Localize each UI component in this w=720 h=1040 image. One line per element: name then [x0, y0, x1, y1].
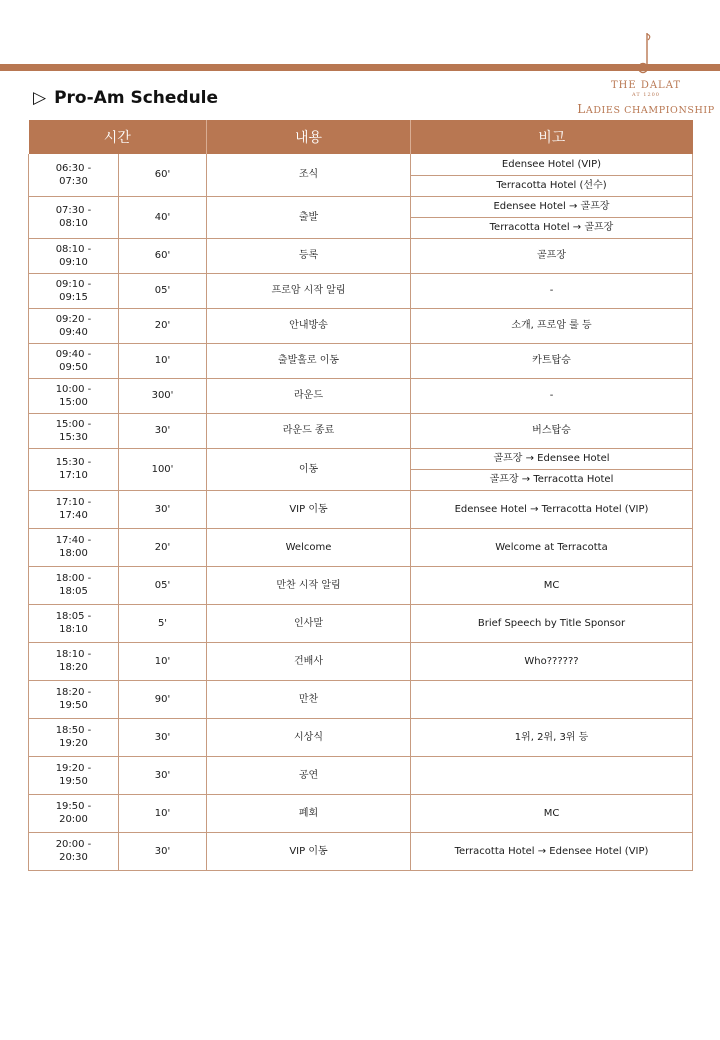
table-row [29, 794, 693, 832]
content-cell: 라운드 종료 [207, 413, 411, 448]
note-cell: Terracotta Hotel → Edensee Hotel (VIP) [411, 832, 693, 870]
duration-cell: 20' [119, 308, 207, 343]
time-range: 09:20 - 09:40 [55, 313, 92, 338]
time-cell [29, 273, 119, 308]
time-cell [29, 448, 119, 490]
note-cell: 버스탑승 [411, 413, 693, 448]
content-cell: 출발 [207, 196, 411, 238]
note-cell: 골프장 [411, 238, 693, 273]
note-cell: Edensee Hotel (VIP) [411, 154, 693, 175]
time-cell [29, 528, 119, 566]
time-range: 15:30 - 17:10 [55, 457, 92, 481]
note-cell: 카트탑승 [411, 343, 693, 378]
table-row [29, 832, 693, 870]
time-range: 09:40 - 09:50 [55, 348, 92, 373]
duration-cell: 60' [119, 238, 207, 273]
content-cell: 만찬 [207, 680, 411, 718]
note-cell: Edensee Hotel → 골프장 [411, 196, 693, 217]
table-row [29, 680, 693, 718]
schedule-table [28, 120, 693, 871]
note-cell: MC [411, 566, 693, 604]
content-cell: VIP 이동 [207, 490, 411, 528]
table-row [29, 343, 693, 378]
content-cell: 이동 [207, 448, 411, 490]
time-range: 07:30 - 08:10 [55, 205, 92, 229]
table-row [29, 378, 693, 413]
triangle-marker-icon: ▷ [33, 88, 47, 108]
content-cell: 시상식 [207, 718, 411, 756]
table-row [29, 566, 693, 604]
duration-cell: 5' [119, 604, 207, 642]
content-cell: 출발홀로 이동 [207, 343, 411, 378]
table-row [29, 273, 693, 308]
logo-championship: LADIES CHAMPIONSHIP [577, 102, 715, 116]
duration-cell: 30' [119, 832, 207, 870]
time-cell [29, 196, 119, 238]
time-cell [29, 680, 119, 718]
duration-cell: 30' [119, 490, 207, 528]
tournament-logo [576, 30, 716, 120]
time-range: 18:00 - 18:05 [55, 573, 92, 597]
note-cell: Who?????? [411, 642, 693, 680]
time-range: 20:00 - 20:30 [55, 839, 92, 863]
time-range: 18:10 - 18:20 [55, 649, 92, 673]
time-range: 09:10 - 09:15 [55, 278, 92, 303]
time-range: 18:50 - 19:20 [55, 725, 92, 749]
duration-cell: 60' [119, 154, 207, 196]
time-range: 10:00 - 15:00 [55, 383, 92, 408]
time-cell [29, 343, 119, 378]
content-cell: 인사말 [207, 604, 411, 642]
time-cell [29, 794, 119, 832]
table-row [29, 528, 693, 566]
table-row [29, 238, 693, 273]
time-range: 08:10 - 09:10 [55, 243, 92, 268]
content-cell: 공연 [207, 756, 411, 794]
header-content: 내용 [207, 120, 411, 154]
duration-cell: 10' [119, 642, 207, 680]
duration-cell: 30' [119, 413, 207, 448]
time-cell [29, 566, 119, 604]
duration-cell: 10' [119, 794, 207, 832]
table-header-row [29, 120, 693, 154]
note-cell: 1위, 2위, 3위 등 [411, 718, 693, 756]
duration-cell: 300' [119, 378, 207, 413]
duration-cell: 30' [119, 756, 207, 794]
time-range: 15:00 - 15:30 [55, 418, 92, 443]
duration-cell: 20' [119, 528, 207, 566]
page-title [33, 88, 218, 108]
note-cell: 골프장 → Terracotta Hotel [411, 469, 693, 490]
content-cell: Welcome [207, 528, 411, 566]
time-range: 06:30 - 07:30 [55, 162, 92, 187]
content-cell: VIP 이동 [207, 832, 411, 870]
duration-cell: 90' [119, 680, 207, 718]
page-title-text: Pro-Am Schedule [54, 88, 219, 108]
note-cell: - [411, 273, 693, 308]
time-range: 19:20 - 19:50 [55, 763, 92, 787]
note-cell: Brief Speech by Title Sponsor [411, 604, 693, 642]
content-cell: 프로암 시작 알림 [207, 273, 411, 308]
note-cell [411, 756, 693, 794]
note-cell: Terracotta Hotel (선수) [411, 175, 693, 196]
time-range: 18:05 - 18:10 [55, 611, 92, 635]
content-cell: 폐회 [207, 794, 411, 832]
note-cell: Edensee Hotel → Terracotta Hotel (VIP) [411, 490, 693, 528]
note-cell: 소개, 프로암 룰 등 [411, 308, 693, 343]
time-range: 17:10 - 17:40 [55, 497, 92, 521]
note-cell: 골프장 → Edensee Hotel [411, 448, 693, 469]
duration-cell: 05' [119, 566, 207, 604]
note-cell: Welcome at Terracotta [411, 528, 693, 566]
note-cell: MC [411, 794, 693, 832]
time-range: 18:20 - 19:50 [55, 687, 92, 711]
time-cell [29, 604, 119, 642]
table-row [29, 196, 693, 217]
time-cell [29, 154, 119, 196]
time-cell [29, 642, 119, 680]
time-cell [29, 378, 119, 413]
time-cell [29, 832, 119, 870]
duration-cell: 30' [119, 718, 207, 756]
logo-subtitle: AT 1200 [632, 92, 660, 98]
time-range: 17:40 - 18:00 [55, 535, 92, 559]
duration-cell: 40' [119, 196, 207, 238]
content-cell: 만찬 시작 알림 [207, 566, 411, 604]
time-cell [29, 756, 119, 794]
time-range: 19:50 - 20:00 [55, 801, 92, 825]
content-cell: 조식 [207, 154, 411, 196]
table-row [29, 718, 693, 756]
time-cell [29, 238, 119, 273]
time-cell [29, 413, 119, 448]
logo-name: THE DALAT [610, 80, 682, 91]
content-cell: 건배사 [207, 642, 411, 680]
content-cell: 등록 [207, 238, 411, 273]
table-row [29, 308, 693, 343]
time-cell [29, 308, 119, 343]
time-cell [29, 718, 119, 756]
table-row [29, 756, 693, 794]
duration-cell: 100' [119, 448, 207, 490]
header-note: 비고 [411, 120, 693, 154]
table-row [29, 448, 693, 469]
header-time: 시간 [29, 120, 207, 154]
note-cell: - [411, 378, 693, 413]
table-row [29, 604, 693, 642]
duration-cell: 10' [119, 343, 207, 378]
content-cell: 안내방송 [207, 308, 411, 343]
time-cell [29, 490, 119, 528]
note-cell [411, 680, 693, 718]
note-cell: Terracotta Hotel → 골프장 [411, 217, 693, 238]
table-row [29, 490, 693, 528]
golf-flag-logo-icon [636, 30, 656, 78]
duration-cell: 05' [119, 273, 207, 308]
table-row [29, 642, 693, 680]
table-row [29, 154, 693, 175]
content-cell: 라운드 [207, 378, 411, 413]
table-row [29, 413, 693, 448]
